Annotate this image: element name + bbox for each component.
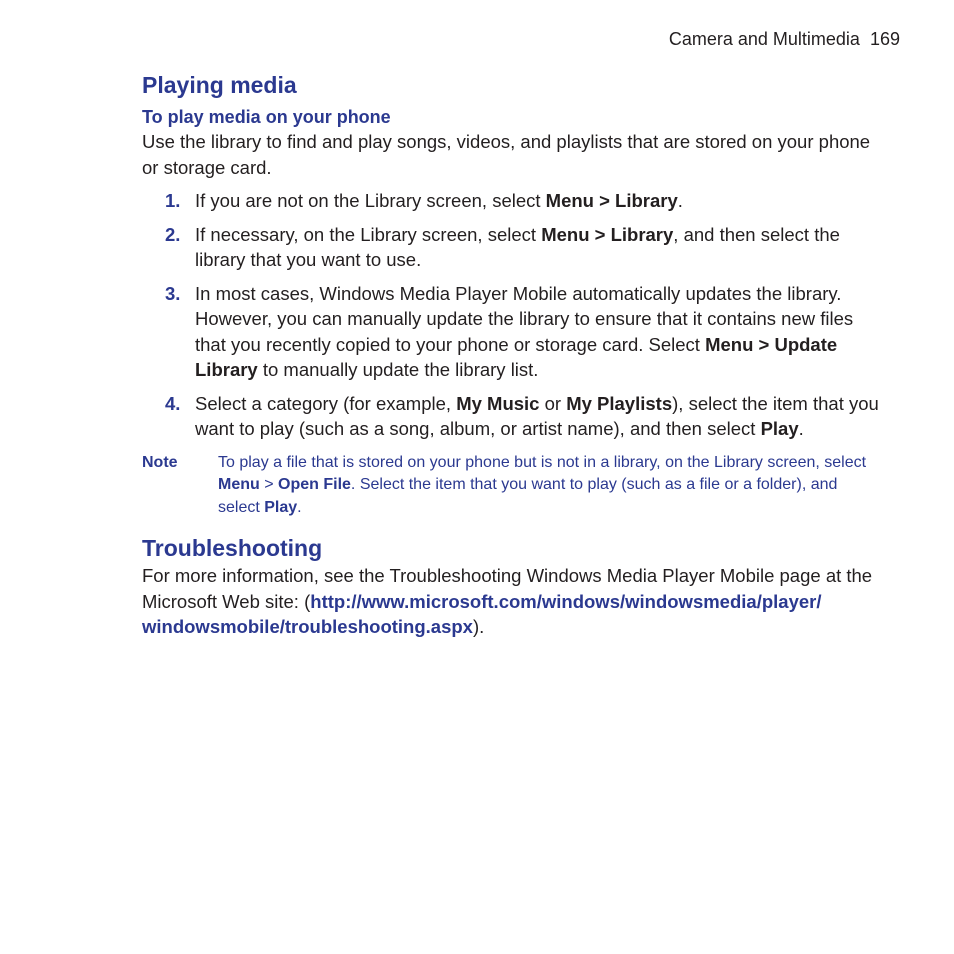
step-text: .	[677, 190, 683, 211]
category-name: My Music	[456, 392, 540, 414]
step-number: 2.	[165, 223, 181, 245]
category-name: My Playlists	[566, 392, 673, 414]
command-name: Open File	[278, 476, 351, 493]
steps-list	[142, 188, 882, 442]
paragraph-text: ).	[472, 616, 485, 637]
step-text: , and then select the library that you want to use.	[195, 223, 840, 270]
note-text: . Select the item that you want to play (such as a file or a folder), and select	[218, 476, 838, 516]
paragraph-text: For more information, see the Troubleshooting Windows Media Player Mobile page at the Microsoft Web site: (	[142, 565, 873, 612]
command-name: Play	[760, 418, 799, 439]
note-text: To play a file that is stored on your phone but is not in a library, on the Library screen, select	[218, 453, 867, 471]
section-title-troubleshooting: Troubleshooting	[142, 535, 323, 561]
section-title-playing-media: Playing media	[142, 72, 297, 98]
page-number: 169	[869, 29, 900, 49]
command-name: Menu	[218, 476, 260, 493]
step-number: 3.	[165, 282, 181, 304]
note-text: .	[297, 498, 302, 516]
command-name: Play	[264, 498, 298, 516]
troubleshooting-link[interactable]: http://www.microsoft.com/windows/windowsmedia/player/windowsmobile/troubleshooting.aspx	[142, 590, 822, 637]
step-text: In most cases, Windows Media Player Mobile automatically updates the library. However, you can manually update the library to ensure that it contains new files that you recently copied to your phone or storage card. Select	[195, 282, 854, 355]
step-text: to manually update the library list.	[257, 359, 539, 380]
step-text: .	[798, 418, 804, 439]
step-item	[142, 188, 882, 214]
page-content	[142, 70, 882, 640]
intro-paragraph: Use the library to find and play songs, videos, and playlists that are stored on your phone or storage card.	[142, 131, 871, 178]
menu-path: Menu > Library	[541, 223, 674, 245]
step-text: ), select the item that you want to play (such as a song, album, or artist name), and then select	[195, 392, 879, 439]
troubleshooting-paragraph	[142, 563, 882, 640]
step-item	[142, 281, 882, 383]
step-text: If necessary, on the Library screen, select	[195, 223, 542, 245]
menu-path: Menu > Update Library	[195, 333, 838, 380]
step-item	[142, 222, 882, 273]
running-header	[669, 29, 900, 50]
step-text: Select a category (for example,	[195, 392, 457, 414]
step-number: 1.	[165, 190, 181, 211]
note-label: Note	[142, 453, 178, 471]
step-number: 4.	[165, 392, 181, 414]
step-item	[142, 391, 882, 442]
section-name: Camera and Multimedia	[668, 29, 860, 49]
procedure-title: To play media on your phone	[142, 107, 391, 127]
step-text: If you are not on the Library screen, select	[195, 190, 546, 211]
step-text: or	[539, 392, 567, 414]
menu-path: Menu > Library	[545, 190, 678, 211]
note-block	[142, 452, 882, 520]
note-text: >	[259, 476, 279, 493]
